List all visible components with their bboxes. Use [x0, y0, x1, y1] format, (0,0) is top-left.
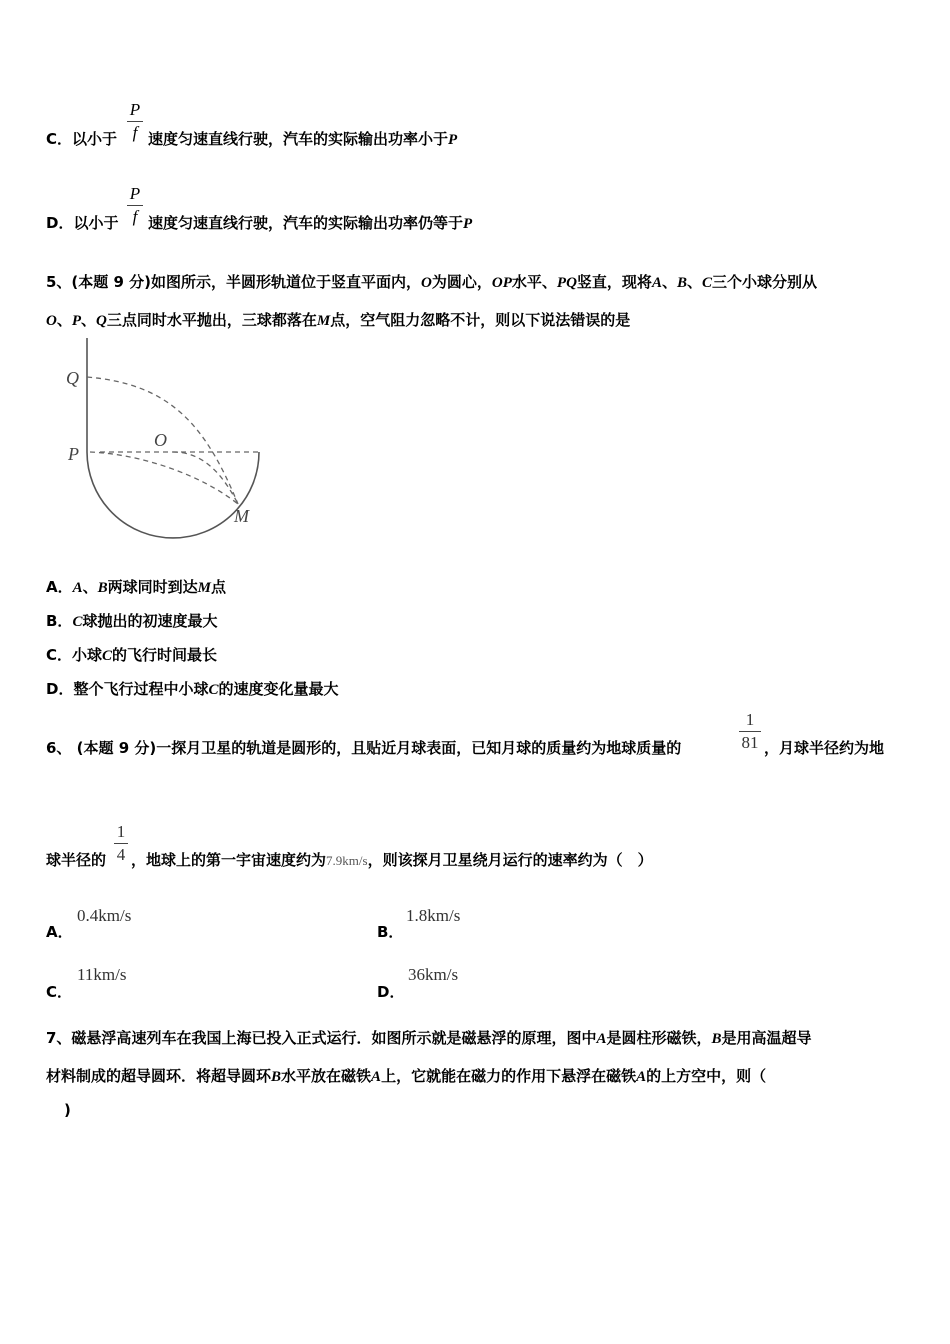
trajectory-from-p: [90, 452, 238, 504]
q7-stem-line2: 材料制成的超导圆环．将超导圆环B水平放在磁铁A上，它就能在磁力的作用下悬浮在磁铁A的上方空中，则（: [46, 1067, 767, 1085]
q6-option-b-label[interactable]: B．: [377, 923, 404, 941]
frac-numerator: P: [129, 100, 141, 119]
q5-option-c[interactable]: C．小球C的飞行时间最长: [46, 646, 218, 664]
q6-option-c-label[interactable]: C．: [46, 983, 73, 1001]
q7-stem-line3: ): [64, 1101, 71, 1119]
q6-fraction-1-4: 1 4: [114, 822, 128, 865]
frac-denominator: f: [132, 123, 138, 142]
q5-stem-line2: O、P、Q三点同时水平抛出，三球都落在M点，空气阻力忽略不计，则以下说法错误的是: [46, 311, 631, 329]
first-cosmic-velocity: 7.9km/s: [326, 853, 368, 868]
q6-stem-line2-mid: ，地球上的第一宇宙速度约为7.9km/s，则该探月卫星绕月运行的速率约为（ ）: [131, 851, 653, 869]
q6-option-d-label[interactable]: D．: [377, 983, 405, 1001]
label-q: Q: [66, 368, 79, 388]
q6-stem-line1-tail: ，月球半径约为地: [764, 739, 885, 757]
q5-option-d[interactable]: D．整个飞行过程中小球C的速度变化量最大: [46, 680, 339, 698]
q4-option-c-text: 速度匀速直线行驶，汽车的实际输出功率小于P: [148, 130, 458, 148]
label-o: O: [154, 430, 167, 450]
q6-stem-line1: 6、 (本题 9 分)一探月卫星的轨道是圆形的，且贴近月球表面，已知月球的质量约为地球质量的: [46, 739, 682, 757]
frac-denominator: f: [132, 207, 138, 226]
q6-option-a-label[interactable]: A．: [46, 923, 73, 941]
q6-stem-line2: 球半径的: [46, 851, 107, 869]
q5-option-a[interactable]: A．A、B两球同时到达M点: [46, 578, 227, 596]
q6-option-d-value: 36km/s: [408, 965, 459, 984]
q7-stem-line1: 7、磁悬浮高速列车在我国上海已投入正式运行．如图所示就是磁悬浮的原理，图中A是圆柱形磁铁，B是用高温超导: [46, 1029, 812, 1047]
q4-option-c-fraction: [127, 100, 143, 143]
q6-fraction-1-81: 1 81: [739, 710, 761, 753]
q5-option-b[interactable]: B．C球抛出的初速度最大: [46, 612, 218, 630]
q4-option-d-fraction: [127, 184, 143, 227]
q6-option-c-value: 11km/s: [77, 965, 127, 984]
q4-option-d-label: D．以小于: [46, 214, 119, 232]
q5-figure-semicircle-track: [60, 334, 280, 544]
label-p: P: [68, 444, 79, 464]
q5-stem-line1: 5、(本题 9 分)如图所示，半圆形轨道位于竖直平面内，O为圆心，OP水平、PQ竖直，现将A、B、C三个小球分别从: [46, 273, 818, 291]
q4-option-c: [46, 128, 117, 149]
q6-option-a-value: 0.4km/s: [77, 906, 132, 925]
q4-option-d-text: 速度匀速直线行驶，汽车的实际输出功率仍等于P: [148, 214, 473, 232]
label-m: M: [234, 506, 249, 526]
q6-option-b-value: 1.8km/s: [406, 906, 461, 925]
q4-option-d: [46, 212, 118, 233]
q4-option-c-label: C．以小于: [46, 130, 118, 148]
frac-numerator: P: [129, 184, 141, 203]
